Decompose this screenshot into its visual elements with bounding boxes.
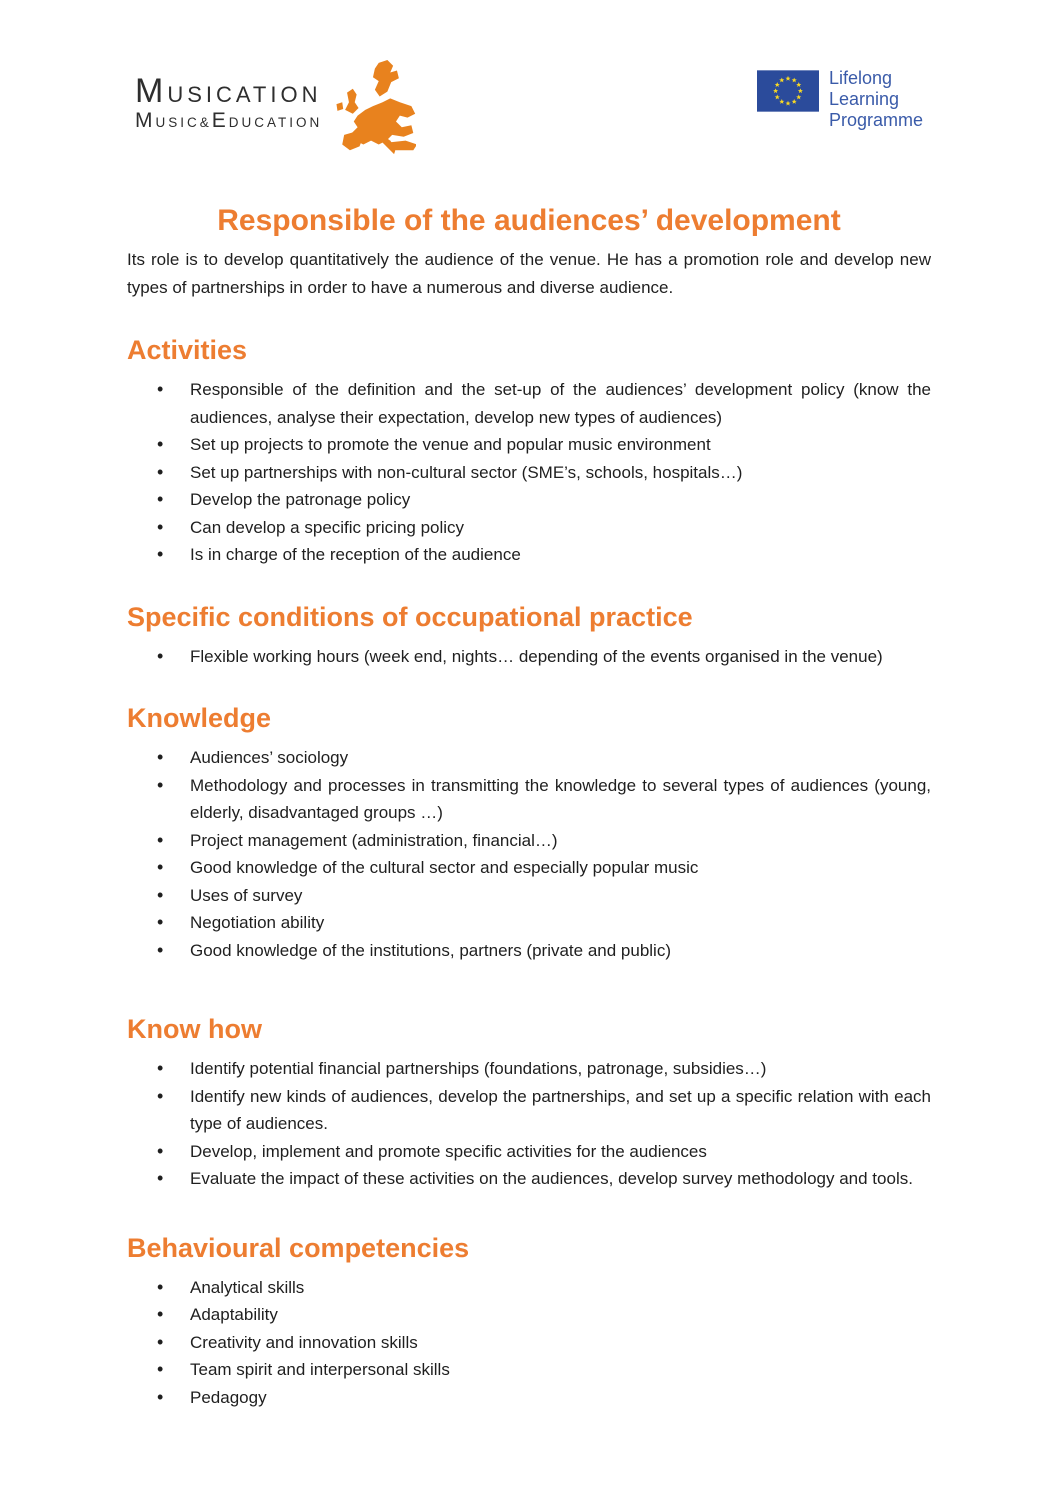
- section-specific-conditions: [127, 602, 931, 671]
- bullet-item: • Negotiation ability: [127, 909, 931, 937]
- eu-logo-text: [829, 68, 923, 131]
- bullet-item: • Evaluate the impact of these activities on the audiences, develop survey methodology and tools.: [127, 1165, 931, 1193]
- bullet-item: • Good knowledge of the institutions, partners (private and public): [127, 937, 931, 965]
- eu-lifelong-learning-logo: [757, 60, 923, 131]
- eu-logo-line: Programme: [828, 110, 923, 130]
- bullet-list: [127, 376, 931, 569]
- bullet-item: • Set up projects to promote the venue and popular music environment: [127, 431, 931, 459]
- bullet-item: • Pedagogy: [127, 1384, 931, 1412]
- bullet-item: • Analytical skills: [127, 1274, 931, 1302]
- bullet-item: • Set up partnerships with non-cultural sector (SME’s, schools, hospitals…): [127, 459, 931, 487]
- bullet-item: • Identify new kinds of audiences, develop the partnerships, and set up a specific relation with each type of audiences.: [127, 1083, 931, 1138]
- bullet-list: [127, 643, 931, 671]
- bullet-item: • Is in charge of the reception of the audience: [127, 541, 931, 569]
- bullet-item: • Audiences’ sociology: [127, 744, 931, 772]
- bullet-item: • Creativity and innovation skills: [127, 1329, 931, 1357]
- bullet-item: • Responsible of the definition and the set-up of the audiences’ development policy (know the audiences, analyse their expectation, develop new types of audiences): [127, 376, 931, 431]
- section-heading: Know how: [127, 1014, 262, 1045]
- intro-paragraph: Its role is to develop quantitatively the audience of the venue. He has a promotion role and develop new types of partnerships in order to have a numerous and diverse audience.: [127, 250, 931, 297]
- section-heading: Specific conditions of occupational practice: [127, 601, 693, 632]
- bullet-item: • Adaptability: [127, 1301, 931, 1329]
- section-knowledge: [127, 703, 931, 964]
- bullet-item: • Uses of survey: [127, 882, 931, 910]
- musication-logo: [135, 60, 416, 161]
- bullet-list: [127, 744, 931, 964]
- page-header: [135, 60, 923, 160]
- bullet-item: • Good knowledge of the cultural sector and especially popular music: [127, 854, 931, 882]
- eu-logo-line: Lifelong: [828, 68, 893, 88]
- eu-flag-icon: [757, 60, 819, 112]
- bullet-item: • Identify potential financial partnerships (foundations, patronage, subsidies…): [127, 1055, 931, 1083]
- bullet-item: • Can develop a specific pricing policy: [127, 514, 931, 542]
- bullet-item: • Project management (administration, financial…): [127, 827, 931, 855]
- section-know-how: [127, 1014, 931, 1193]
- musication-logo-text: [135, 74, 322, 131]
- bullet-item: • Flexible working hours (week end, nights… depending of the events organised in the venue): [127, 643, 931, 671]
- bullet-list: [127, 1274, 931, 1412]
- section-behavioural-competencies: [127, 1233, 931, 1412]
- bullet-item: • Team spirit and interpersonal skills: [127, 1356, 931, 1384]
- section-heading: Activities: [127, 335, 248, 365]
- bullet-item: • Develop, implement and promote specific activities for the audiences: [127, 1138, 931, 1166]
- section-activities: [127, 335, 931, 569]
- musication-tagline: MUSIC&EDUCATION: [135, 109, 323, 132]
- musication-wordmark: MUSICATION: [135, 72, 322, 110]
- bullet-item: • Develop the patronage policy: [127, 486, 931, 514]
- eu-logo-line: Learning: [828, 89, 900, 109]
- bullet-item: • Methodology and processes in transmitting the knowledge to several types of audiences (young, elderly, disadvantaged groups …): [127, 772, 931, 827]
- bullet-list: [127, 1055, 931, 1193]
- page-title: Responsible of the audiences’ development: [217, 204, 841, 237]
- europe-map-icon: [328, 60, 416, 161]
- section-heading: Knowledge: [127, 703, 272, 734]
- section-heading: Behavioural competencies: [127, 1232, 470, 1263]
